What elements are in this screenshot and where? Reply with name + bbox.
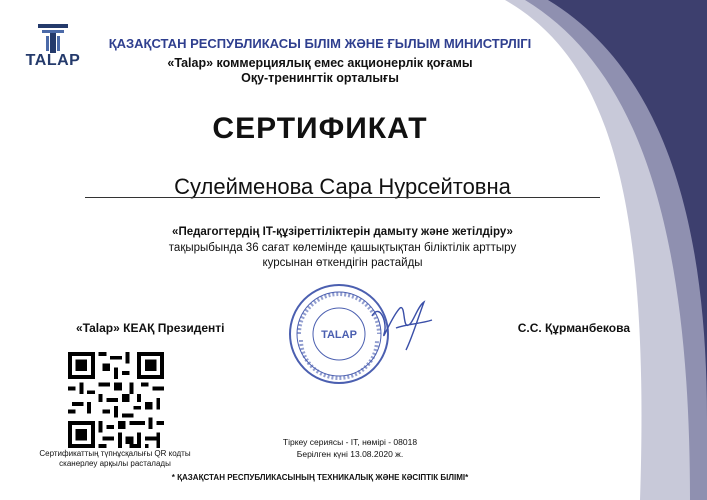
president-label: «Talap» КЕАҚ Президенті (76, 321, 225, 335)
stamp-text: TALAP (321, 329, 357, 341)
qr-caption-line-1: Сертификаттың түпнұсқалығы QR кодты (39, 449, 191, 458)
certificate-title: СЕРТИФИКАТ (212, 112, 428, 145)
handwritten-signature (366, 294, 438, 354)
organization-line-2: Оқу-тренингтік орталығы (241, 71, 399, 85)
qr-code-icon[interactable] (68, 352, 164, 448)
course-title: «Педагогтердің IT-құзіреттіліктерін дамыту және жетілдіру» (172, 226, 513, 238)
footer-text: * ҚАЗАҚСТАН РЕСПУБЛИКАСЫНЫҢ ТЕХНИКАЛЫҚ ЖӘНЕ КӘСІПТІК БІЛІМІ* (171, 473, 469, 482)
signer-name: С.С. Құрманбекова (517, 321, 630, 335)
issue-date: Берілген күні 13.08.2020 ж. (296, 449, 404, 459)
organization-line-1: «Talap» коммерциялық емес акционерлік қоғамы (167, 56, 473, 70)
qr-caption-line-2: сканерлеу арқылы расталады (59, 459, 171, 468)
description-line-2: курсынан өткендігін растайды (262, 257, 423, 269)
recipient-name: Сулейменова Сара Нурсейтовна (174, 174, 511, 199)
ministry-heading: ҚАЗАҚСТАН РЕСПУБЛИКАСЫ БІЛІМ ЖӘНЕ ҒЫЛЫМ МИНИСТРЛІГІ (108, 36, 532, 51)
logo-text: TALAP (25, 52, 81, 69)
registration-series: Тіркеу сериясы - IT, нөмірі - 08018 (282, 437, 418, 447)
description-line-1: тақырыбында 36 сағат көлемінде қашықтықтан біліктілік арттыру (168, 242, 517, 254)
name-underline (85, 197, 600, 198)
